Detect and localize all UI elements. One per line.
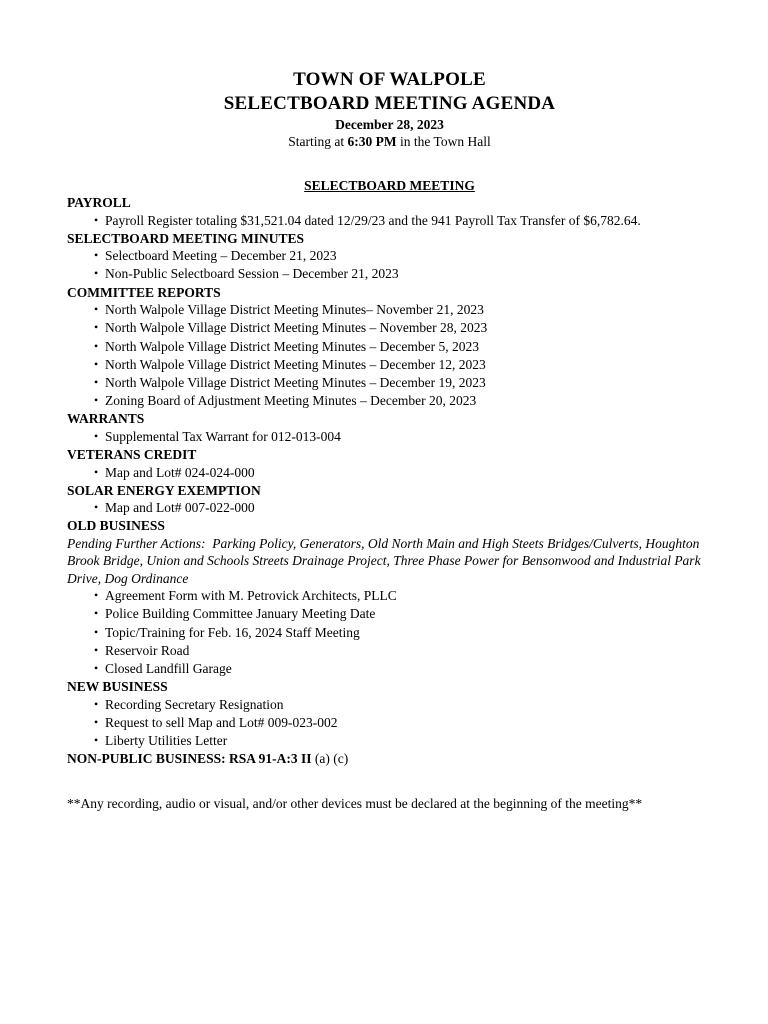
- agenda-item: [94, 587, 712, 605]
- agenda-item-text: North Walpole Village District Meeting Minutes – November 28, 2023: [105, 320, 488, 336]
- agenda-item-text: Closed Landfill Garage: [105, 660, 232, 676]
- bullet-icon: •: [94, 393, 99, 408]
- bullet-icon: •: [94, 320, 99, 335]
- agenda-item-text: Payroll Register totaling $31,521.04 dated 12/29/23 and the 941 Payroll Tax Transfer of $6,782.64.: [105, 212, 641, 228]
- section-heading: SOLAR ENERGY EXEMPTION: [67, 482, 261, 498]
- non-public-heading: NON-PUBLIC BUSINESS: RSA 91-A:3 II: [67, 751, 312, 767]
- agenda-item-list: [67, 696, 712, 751]
- agenda-item: [94, 356, 712, 374]
- agenda-item: [94, 624, 712, 642]
- start-suffix: in the Town Hall: [396, 134, 491, 149]
- agenda-item-list: [67, 301, 712, 410]
- agenda-item-text: Reservoir Road: [105, 642, 190, 658]
- bullet-icon: •: [94, 733, 99, 748]
- agenda-item-text: Agreement Form with M. Petrovick Architects, PLLC: [105, 588, 397, 604]
- bullet-icon: •: [94, 338, 99, 353]
- bullet-icon: •: [94, 464, 99, 479]
- agenda-item-list: [67, 428, 712, 446]
- meeting-heading: SELECTBOARD MEETING: [304, 178, 475, 193]
- bullet-icon: •: [94, 660, 99, 675]
- agenda-item: [94, 301, 712, 319]
- agenda-item-list: [67, 464, 712, 482]
- section-heading: PAYROLL: [67, 195, 131, 210]
- agenda-item: [94, 732, 712, 750]
- agenda-item: [94, 392, 712, 410]
- agenda-item-text: Recording Secretary Resignation: [105, 696, 284, 712]
- agenda-item: [94, 338, 712, 356]
- section-heading: OLD BUSINESS: [67, 518, 165, 534]
- agenda-item-text: Zoning Board of Adjustment Meeting Minutes – December 20, 2023: [105, 393, 477, 409]
- agenda-item-list: [67, 499, 712, 517]
- bullet-icon: •: [94, 714, 99, 729]
- bullet-icon: •: [94, 428, 99, 443]
- agenda-item-text: Liberty Utilities Letter: [105, 733, 228, 749]
- document-header: [67, 68, 712, 150]
- agenda-item-text: Map and Lot# 007-022-000: [105, 500, 255, 516]
- agenda-item-text: Topic/Training for Feb. 16, 2024 Staff Meeting: [105, 624, 360, 640]
- agenda-item: [94, 428, 712, 446]
- agenda-title: SELECTBOARD MEETING AGENDA: [223, 93, 556, 114]
- bullet-icon: •: [94, 606, 99, 621]
- agenda-item-text: Non-Public Selectboard Session – December 21, 2023: [105, 266, 399, 282]
- agenda-item-list: [67, 212, 712, 230]
- town-title: TOWN OF WALPOLE: [293, 69, 486, 90]
- agenda-item: [94, 714, 712, 732]
- start-prefix: Starting at: [288, 134, 348, 149]
- bullet-icon: •: [94, 696, 99, 711]
- section-heading: NEW BUSINESS: [67, 679, 168, 695]
- pending-actions-note: Pending Further Actions: Parking Policy, Generators, Old North Main and High Steets Bridges/Culverts, Houghton Brook Bridge, Union and Schools Streets Drainage Project, Three Phase Power for Bensonwood and Industrial Park Drive, Dog Ordinance: [67, 535, 704, 586]
- bullet-icon: •: [94, 266, 99, 281]
- section-heading: COMMITTEE REPORTS: [67, 284, 221, 300]
- bullet-icon: •: [94, 588, 99, 603]
- agenda-item: [94, 696, 712, 714]
- agenda-item-text: Map and Lot# 024-024-000: [105, 464, 255, 480]
- bullet-icon: •: [94, 302, 99, 317]
- agenda-item-text: Police Building Committee January Meeting Date: [105, 606, 376, 622]
- meeting-start-line: [67, 133, 712, 150]
- agenda-item: [94, 265, 712, 283]
- non-public-business-line: [67, 750, 712, 768]
- agenda-item: [94, 660, 712, 678]
- agenda-item-text: North Walpole Village District Meeting Minutes – December 19, 2023: [105, 374, 486, 390]
- agenda-item: [94, 319, 712, 337]
- agenda-item: [94, 499, 712, 517]
- bullet-icon: •: [94, 500, 99, 515]
- agenda-item-list: [67, 247, 712, 283]
- recording-notice: **Any recording, audio or visual, and/or other devices must be declared at the beginning of the meeting**: [67, 795, 643, 811]
- agenda-item-text: Request to sell Map and Lot# 009-023-002: [105, 714, 338, 730]
- section-heading: SELECTBOARD MEETING MINUTES: [67, 230, 305, 246]
- agenda-item-text: North Walpole Village District Meeting Minutes – December 12, 2023: [105, 356, 486, 372]
- bullet-icon: •: [94, 374, 99, 389]
- section-heading: VETERANS CREDIT: [67, 447, 197, 463]
- agenda-item: [94, 464, 712, 482]
- agenda-sections: [67, 194, 712, 750]
- agenda-item: [94, 642, 712, 660]
- agenda-document: [67, 68, 712, 812]
- bullet-icon: •: [94, 624, 99, 639]
- bullet-icon: •: [94, 248, 99, 263]
- section-heading: WARRANTS: [67, 411, 145, 427]
- agenda-item-text: North Walpole Village District Meeting Minutes– November 21, 2023: [105, 302, 484, 318]
- non-public-clauses: (a) (c): [311, 751, 349, 767]
- agenda-item: [94, 374, 712, 392]
- agenda-item: [94, 247, 712, 265]
- agenda-item-text: Selectboard Meeting – December 21, 2023: [105, 248, 337, 264]
- bullet-icon: •: [94, 356, 99, 371]
- bullet-icon: •: [94, 642, 99, 657]
- agenda-item-list: [67, 587, 712, 678]
- start-time: 6:30 PM: [347, 134, 397, 149]
- meeting-date: December 28, 2023: [335, 117, 444, 132]
- agenda-item-text: Supplemental Tax Warrant for 012-013-004: [105, 428, 341, 444]
- agenda-item-text: North Walpole Village District Meeting Minutes – December 5, 2023: [105, 338, 480, 354]
- agenda-item: [94, 605, 712, 623]
- agenda-item: [94, 212, 712, 230]
- bullet-icon: •: [94, 212, 99, 227]
